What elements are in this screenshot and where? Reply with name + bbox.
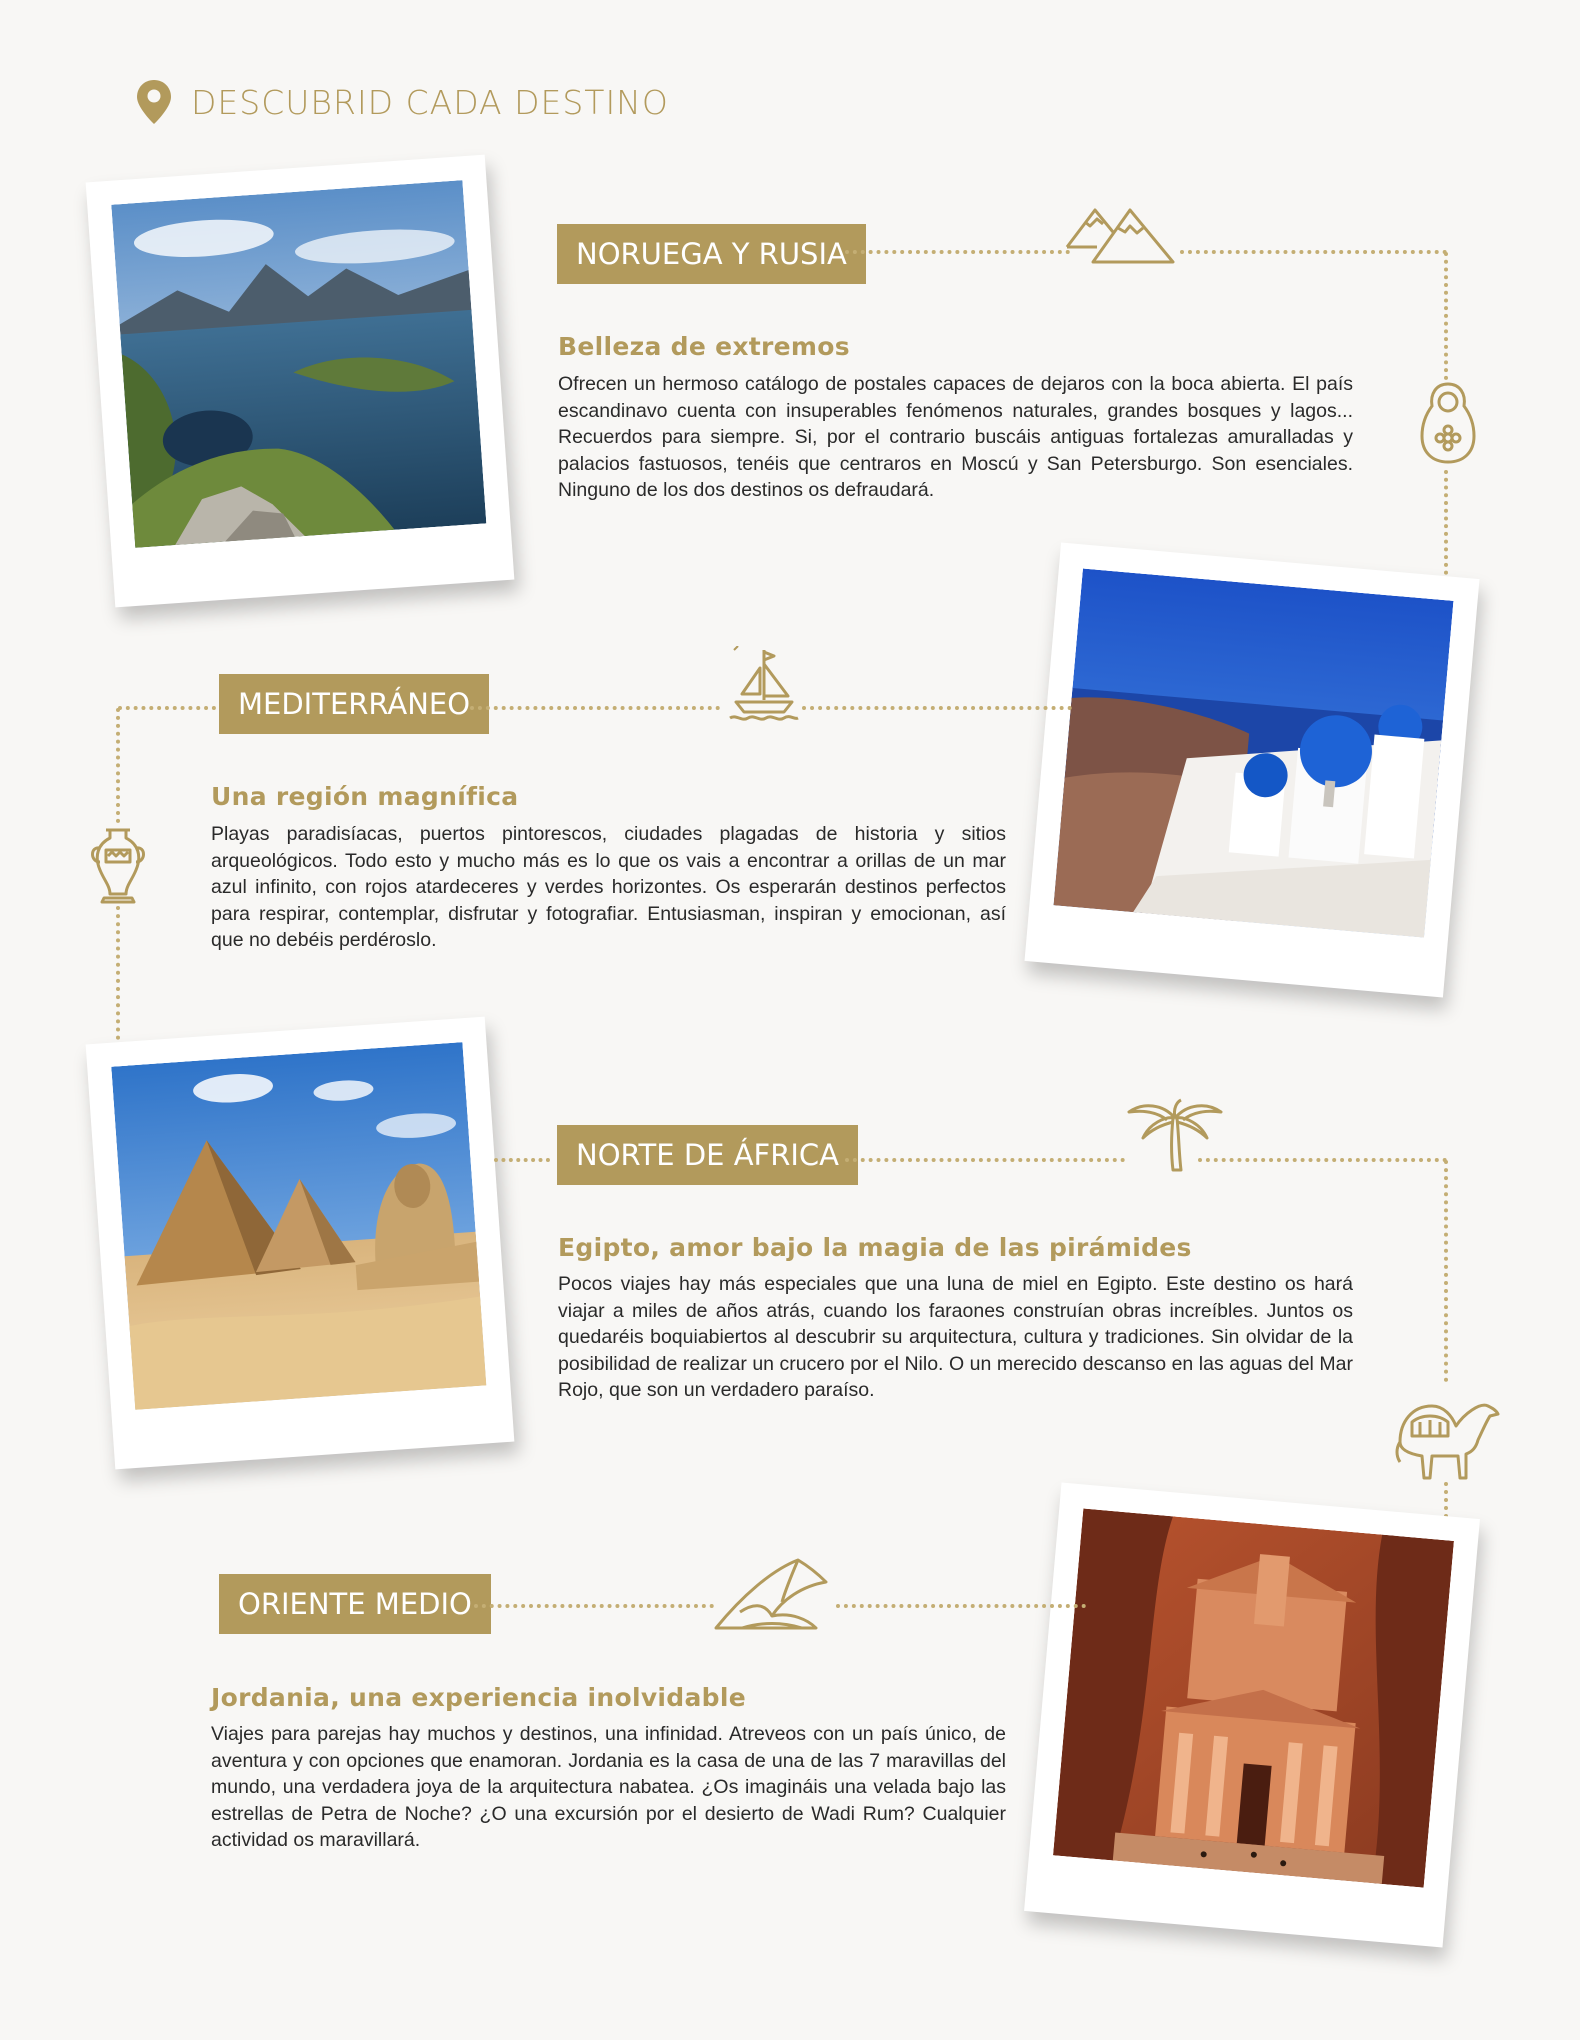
connector-line [118,706,216,710]
page-title: DESCUBRID CADA DESTINO [191,82,669,122]
tag-noruega-rusia: NORUEGA Y RUSIA [557,224,866,284]
text-norte-africa: Pocos viajes hay más especiales que una luna de miel en Egipto. Este destino os hará viajar a miles de años atrás, cuando los faraones construían obras increíbles. Juntos os quedaréis boquiabiertos al descubrir su arquitectura, cultura y tradiciones. Sin olvidar de la posibilidad de realizar un crucero por el Nilo. O un merecido descanso en las aguas del Mar Rojo, que son un verdadero paraíso. [558,1273,1353,1401]
connector-line [1444,1160,1448,1382]
connector-line [494,1158,550,1162]
subtitle-region: Una región magnífica [211,782,519,811]
connector-line [836,1604,1086,1608]
photo-card-petra [1024,1483,1480,1948]
connector-line [1444,252,1448,380]
text-mediterraneo: Playas paradisíacas, puertos pintorescos, ciudades plagadas de historia y sitios arqueológicos. Todo esto y mucho más es lo que os vais a encontrar a orillas de un mar azul infinito, con rojos atardeceres y verdes horizontes. Os esperarán destinos perfectos para respirar, contemplar, disfrutar y fotografiar. Entusiasman, inspiran y emocionan, así que no debéis perdéroslo. [211,823,1006,951]
tag-norte-africa: NORTE DE ÁFRICA [557,1125,858,1185]
camel-icon [1392,1392,1502,1480]
santorini-photo [1053,568,1453,937]
petra-photo [1053,1509,1454,1888]
connector-line [802,706,1072,710]
photo-card-santorini [1024,542,1479,997]
connector-line [1180,250,1447,254]
photo-card-norway [86,155,515,608]
connector-line [474,1604,714,1608]
connector-line [116,708,120,823]
connector-line [845,1158,1125,1162]
desert-dunes-icon [712,1556,830,1632]
page-header [135,78,669,126]
subtitle-jordania: Jordania, una experiencia inolvidable [211,1683,746,1712]
connector-line [116,906,120,1056]
connector-line [470,706,720,710]
tag-oriente-medio: ORIENTE MEDIO [219,1574,491,1634]
pyramids-photo [111,1042,486,1410]
norway-fjord-photo [111,180,486,548]
map-pin-icon [135,78,173,126]
photo-card-pyramids [86,1017,515,1470]
greek-vase-icon [88,828,148,904]
matryoshka-icon [1420,382,1476,464]
subtitle-egipto: Egipto, amor bajo la magia de las pirámides [558,1233,1192,1262]
sailboat-icon [728,646,800,726]
subtitle-belleza: Belleza de extremos [558,332,850,361]
connector-line [1198,1158,1447,1162]
mountains-icon [1065,202,1175,264]
connector-line [845,250,1070,254]
text-noruega-rusia: Ofrecen un hermoso catálogo de postales capaces de dejaros con la boca abierta. El país escandinavo cuenta con insuperables fenómenos naturales, grandes bosques y lagos... Recuerdos para siempre. Si, por el contrario buscáis antiguas fortalezas amuralladas y palacios fastuosos, tenéis que centraros en Moscú y San Petersburgo. Son esenciales. Ninguno de los dos destinos os defraudará. [558,373,1353,501]
text-oriente-medio: Viajes para parejas hay muchos y destinos, una infinidad. Atreveos con un país único, de aventura y con opciones que enamoran. Jordania es la casa de una de las 7 maravillas del mundo, una verdadera joya de la arquitectura nabatea. ¿Os imagináis una velada bajo las estrellas de Petra de Noche? ¿O una excursión por el desierto de Wadi Rum? Cualquier actividad os maravillará. [211,1723,1006,1851]
tag-mediterraneo: MEDITERRÁNEO [219,674,489,734]
